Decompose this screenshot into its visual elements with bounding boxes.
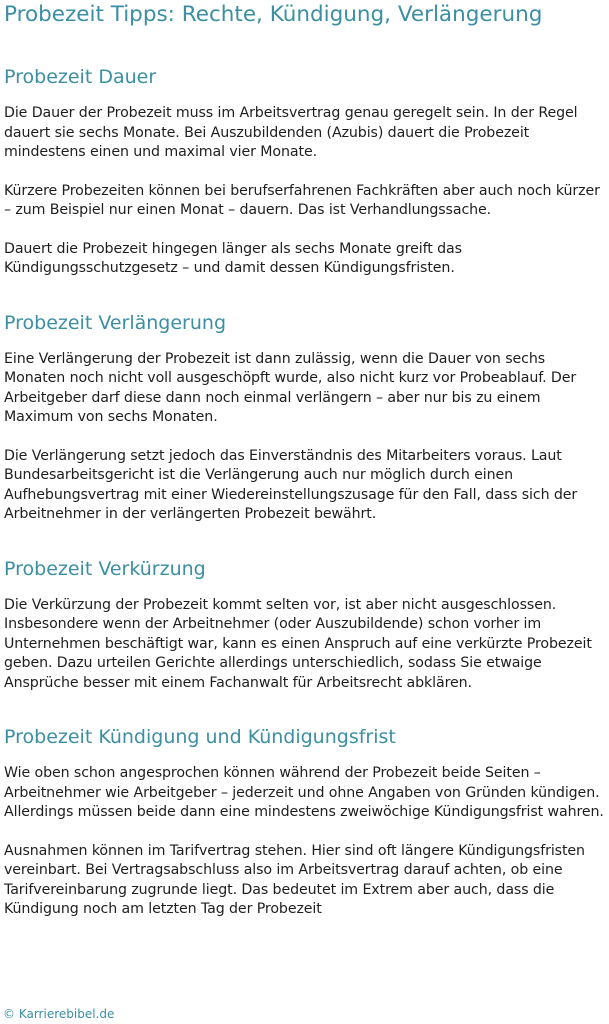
section-heading: Probezeit Verlängerung bbox=[4, 311, 227, 334]
paragraph: Ausnahmen können im Tarifvertrag stehen. Hier sind oft längere Kündigungsfristen vereinbart. Bei Vertragsabschluss also im Arbeitsvertrag darauf achten, ob eine Tarifvereinbarung zugrunde liegt. Das bedeutet im Extrem aber auch, dass die Kündigung noch am letzten Tag der Probezeit bbox=[4, 842, 585, 917]
section-heading: Probezeit Kündigung und Kündigungsfrist bbox=[4, 726, 396, 748]
section-heading: Probezeit Dauer bbox=[4, 66, 157, 88]
section-probezeit-kuendigung bbox=[4, 725, 608, 920]
paragraph: Die Dauer der Probezeit muss im Arbeitsvertrag genau geregelt sein. In der Regel dauert sie sechs Monate. Bei Auszubildenden (Azubis) dauert die Probezeit mindestens einen und maximal vier Monate. bbox=[4, 105, 578, 160]
paragraph: Wie oben schon angesprochen können während der Probezeit beide Seiten – Arbeitnehmer wie Arbeitgeber – jederzeit und ohne Angaben von Gründen kündigen. Allerdings müssen beide dann eine mindestens zweiwöchige Kündigungsfrist wahren. bbox=[4, 765, 604, 820]
section-probezeit-verkuerzung bbox=[4, 557, 608, 694]
paragraph: Dauert die Probezeit hingegen länger als sechs Monate greift das Kündigungsschutzgesetz – und damit dessen Kündigungsfristen. bbox=[4, 240, 462, 276]
paragraph: Eine Verlängerung der Probezeit ist dann zulässig, wenn die Dauer von sechs Monaten noch nicht voll ausgeschöpft wurde, also nicht kurz vor Probeablauf. Der Arbeitgeber darf diese dann noch einmal verlängern – aber nur bis zu einem Maximum von sechs Monaten. bbox=[4, 350, 577, 425]
copyright-footer: © Karrierebibel.de bbox=[3, 1007, 115, 1021]
paragraph: Kürzere Probezeiten können bei berufserfahrenen Fachkräften aber auch noch kürzer – zum Beispiel nur einen Monat – dauern. Das ist Verhandlungssache. bbox=[4, 182, 600, 218]
paragraph: Die Verkürzung der Probezeit kommt selten vor, ist aber nicht ausgeschlossen. Insbesondere wenn der Arbeitnehmer (oder Auszubildende) schon vorher im Unternehmen beschäftigt war, kann es einen Anspruch auf eine verkürzte Probezeit geben. Dazu urteilen Gerichte allerdings unterschiedlich, sodass Sie etwaige Ansprüche besser mit einem Fachanwalt für Arbeitsrecht abklären. bbox=[4, 596, 592, 691]
section-probezeit-verlaengerung bbox=[4, 311, 608, 525]
section-probezeit-dauer bbox=[4, 65, 608, 279]
paragraph: Die Verlängerung setzt jedoch das Einverständnis des Mitarbeiters voraus. Laut Bundesarbeitsgericht ist die Verlängerung auch nur möglich durch einen Aufhebungsvertrag mit einer Wiedereinstellungszusage für den Fall, dass sich der Arbeitnehmer in der verlängerten Probezeit bewährt. bbox=[4, 447, 578, 522]
section-heading: Probezeit Verkürzung bbox=[4, 557, 206, 580]
article bbox=[4, 0, 608, 920]
page-title: Probezeit Tipps: Rechte, Kündigung, Verlängerung bbox=[4, 2, 543, 27]
